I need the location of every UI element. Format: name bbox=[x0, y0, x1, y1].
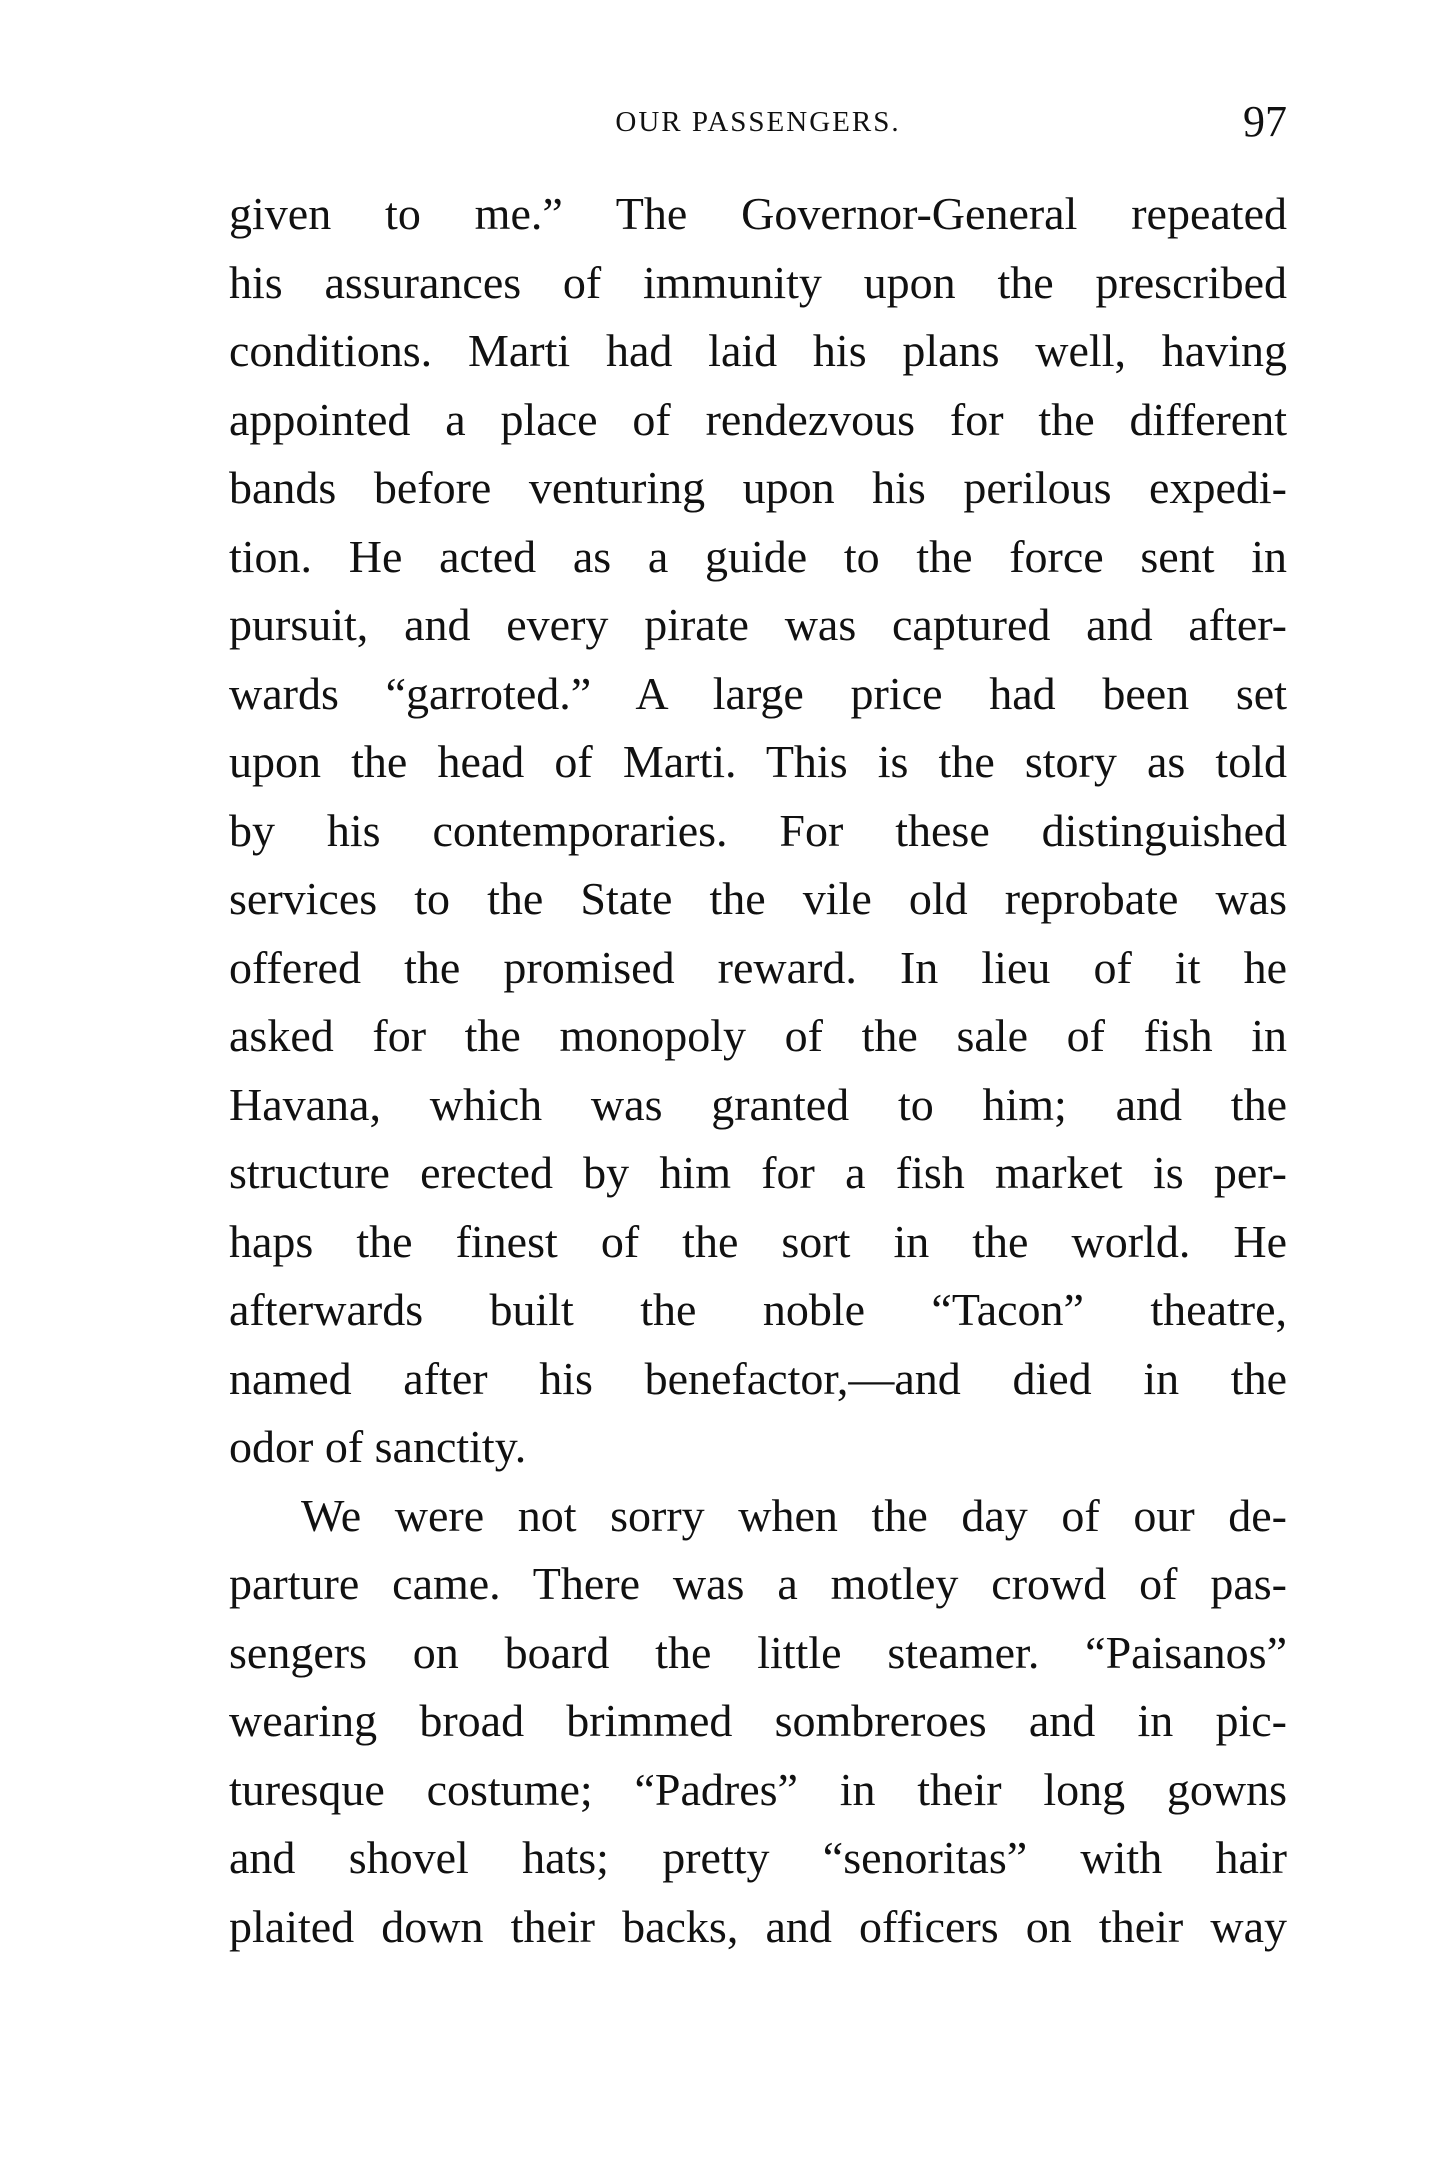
text-line: turesque costume; “Padres” in their long gowns bbox=[229, 1763, 1287, 1815]
page-header bbox=[229, 96, 1287, 146]
text-line: pursuit, and every pirate was captured and after- bbox=[229, 599, 1287, 650]
page-number: 97 bbox=[1243, 97, 1287, 146]
text-line: appointed a place of rendezvous for the different bbox=[229, 393, 1287, 445]
text-line: wearing broad brimmed sombreroes and in pic- bbox=[229, 1695, 1287, 1746]
text-line: Havana, which was granted to him; and the bbox=[229, 1078, 1287, 1130]
text-line: his assurances of immunity upon the prescribed bbox=[229, 256, 1287, 308]
text-line: tion. He acted as a guide to the force sent in bbox=[229, 530, 1287, 582]
text-line: offered the promised reward. In lieu of it he bbox=[229, 941, 1287, 993]
text-line: wards “garroted.” A large price had been set bbox=[229, 667, 1287, 719]
text-line: and shovel hats; pretty “senoritas” with hair bbox=[229, 1832, 1287, 1883]
text-line: asked for the monopoly of the sale of fish in bbox=[229, 1010, 1287, 1061]
text-line: afterwards built the noble “Tacon” theatre, bbox=[229, 1284, 1287, 1335]
text-line: odor of sanctity. bbox=[229, 1421, 527, 1472]
text-line: bands before venturing upon his perilous expedi- bbox=[229, 462, 1287, 513]
running-title: OUR PASSENGERS. bbox=[615, 106, 901, 138]
text-line: We were not sorry when the day of our de- bbox=[301, 1489, 1287, 1541]
text-line: conditions. Marti had laid his plans well, having bbox=[229, 325, 1287, 376]
text-line: sengers on board the little steamer. “Paisanos” bbox=[229, 1626, 1287, 1678]
text-line: services to the State the vile old reprobate was bbox=[229, 873, 1287, 924]
text-line: plaited down their backs, and officers on their way bbox=[229, 1900, 1287, 1952]
text-line: structure erected by him for a fish market is per- bbox=[229, 1147, 1287, 1198]
page-body bbox=[229, 180, 1287, 1961]
text-line: named after his benefactor,—and died in the bbox=[229, 1352, 1287, 1404]
text-line: given to me.” The Governor-General repeated bbox=[229, 188, 1287, 239]
text-line: parture came. There was a motley crowd of pas- bbox=[229, 1558, 1287, 1609]
text-line: upon the head of Marti. This is the story as told bbox=[229, 736, 1287, 787]
text-line: by his contemporaries. For these distinguished bbox=[229, 804, 1287, 856]
text-line: haps the finest of the sort in the world. He bbox=[229, 1215, 1287, 1267]
